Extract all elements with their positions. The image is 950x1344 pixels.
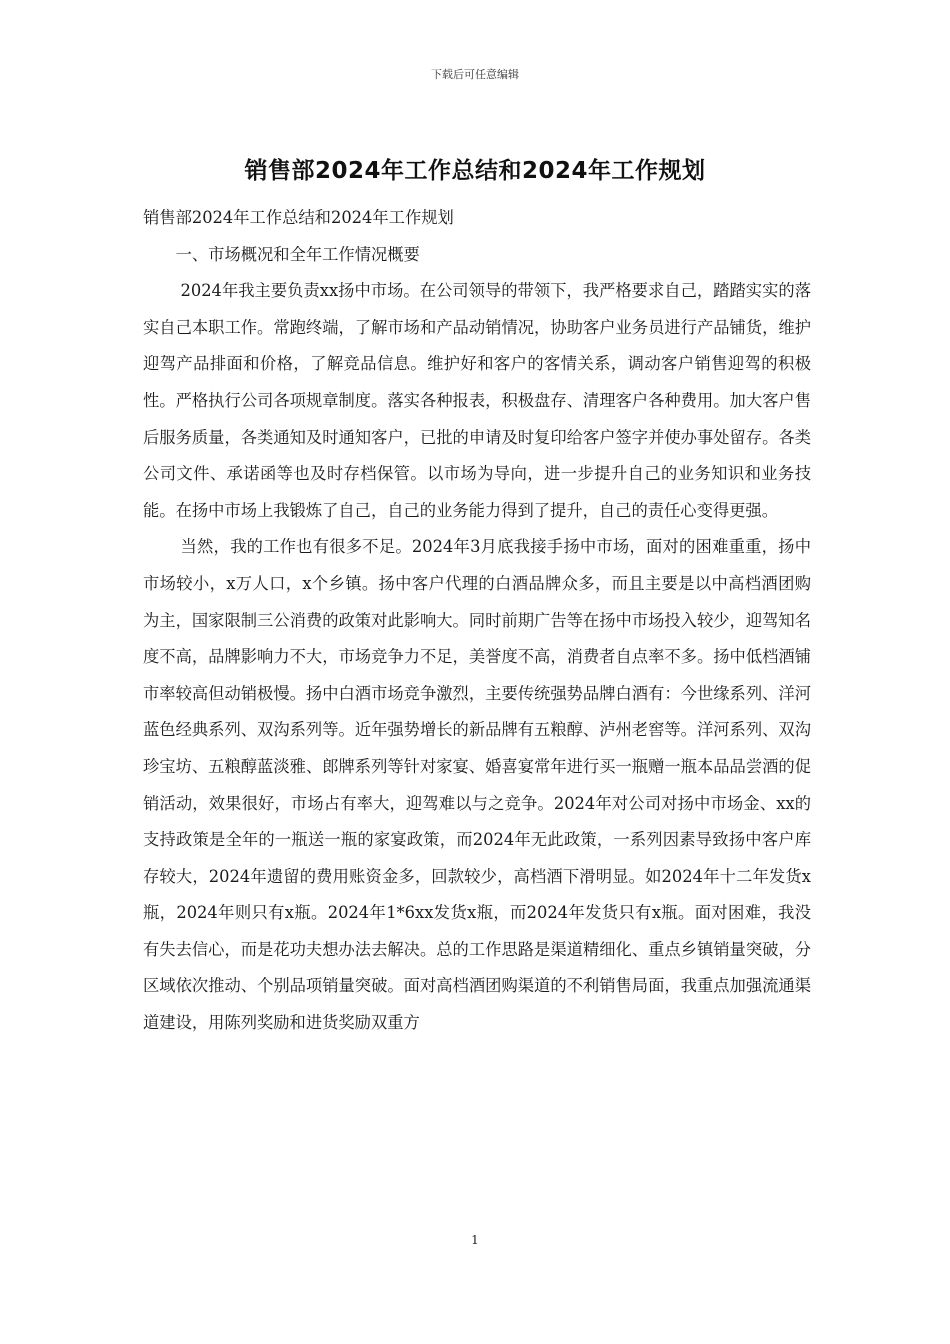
document-body (143, 200, 811, 1042)
paragraph: 2024年我主要负责xx扬中市场。在公司领导的带领下，我严格要求自己，踏踏实实的落实自己本职工作。常跑终端，了解市场和产品动销情况，协助客户业务员进行产品铺货，维护迎驾产品排面和价格，了解竞品信息。维护好和客户的客情关系，调动客户销售迎驾的积极性。严格执行公司各项规章制度。落实各种报表，积极盘存、清理客户各种费用。加大客户售后服务质量，各类通知及时通知客户，已批的申请及时复印给客户签字并使办事处留存。各类公司文件、承诺函等也及时存档保管。以市场为导向，进一步提升自己的业务知识和业务技能。在扬中市场上我锻炼了自己，自己的业务能力得到了提升，自己的责任心变得更强。 (143, 281, 811, 520)
document-title: 销售部2024年工作总结和2024年工作规划 (244, 158, 706, 184)
paragraph: 当然，我的工作也有很多不足。2024年3月底我接手扬中市场，面对的困难重重，扬中市场较小，x万人口，x个乡镇。扬中客户代理的白酒品牌众多，而且主要是以中高档酒团购为主，国家限制三公消费的政策对此影响大。同时前期广告等在扬中市场投入较少，迎驾知名度不高，品牌影响力不大，市场竞争力不足，美誉度不高，消费者自点率不多。扬中低档酒铺市率较高但动销极慢。扬中白酒市场竞争激烈，主要传统强势品牌白酒有：今世缘系列、洋河蓝色经典系列、双沟系列等。近年强势增长的新品牌有五粮醇、泸州老窖等。洋河系列、双沟珍宝坊、五粮醇蓝淡雅、郎牌系列等针对家宴、婚喜宴常年进行买一瓶赠一瓶本品品尝酒的促销活动，效果很好，市场占有率大，迎驾难以与之竞争。2024年对公司对扬中市场金、xx的支持政策是全年的一瓶送一瓶的家宴政策，而2024年无此政策，一系列因素导致扬中客户库存较大，2024年遗留的费用账资金多，回款较少，高档酒下滑明显。如2024年十二年发货x瓶，2024年则只有x瓶。2024年1*6xx发货x瓶，而2024年发货只有x瓶。面对困难，我没有失去信心，而是花功夫想办法去解决。总的工作思路是渠道精细化、重点乡镇销量突破，分区域依次推动、个别品项销量突破。面对高档酒团购渠道的不利销售局面，我重点加强流通渠道建设，用陈列奖励和进货奖励双重方 (143, 537, 811, 1033)
page-number: 1 (471, 1233, 479, 1247)
header-note: 下载后可任意编辑 (431, 68, 519, 81)
document-subtitle: 销售部2024年工作总结和2024年工作规划 (143, 208, 454, 227)
section-heading: 一、市场概况和全年工作情况概要 (175, 244, 420, 264)
